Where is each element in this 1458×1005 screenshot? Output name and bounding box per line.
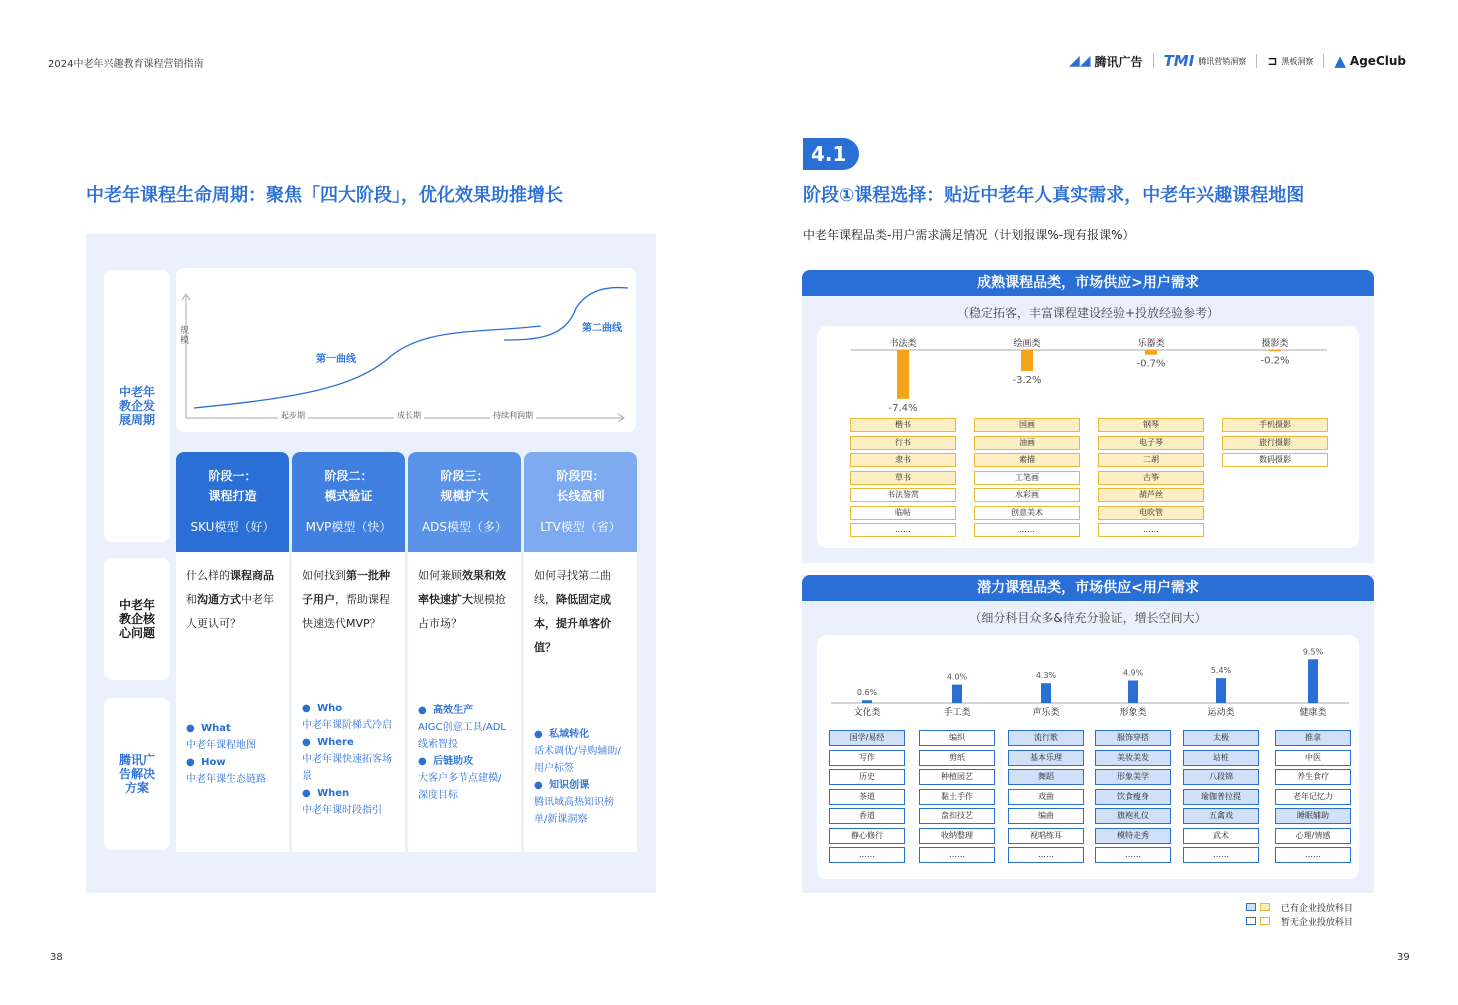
subject-cell: 旗袍礼仪	[1095, 808, 1171, 824]
tencent-ads-logo: ◢◢ 腾讯广告	[1069, 53, 1143, 69]
section-badge: 4.1	[803, 138, 859, 170]
subject-cell: 心理/情感	[1275, 828, 1351, 844]
subject-cell: 临帖	[850, 506, 956, 520]
mature-subtitle: （稳定拓客，丰富课程建设经验+投放经验参考）	[956, 306, 1220, 320]
subject-cell: 剪纸	[919, 750, 995, 766]
subject-cell: 钢琴	[1098, 418, 1204, 432]
subject-cell: ……	[1275, 847, 1351, 863]
subject-cell: 舞蹈	[1008, 769, 1084, 785]
potential-title: 潜力课程品类，市场供应<用户需求	[802, 575, 1374, 601]
subject-cell: ……	[1008, 847, 1084, 863]
legend-item-existing: 已有企业投放科目	[1246, 901, 1353, 913]
phase-start: 起步期	[278, 410, 308, 421]
subject-cell: 历史	[829, 769, 905, 785]
partner-logos	[1069, 52, 1406, 70]
mature-title: 成熟课程品类，市场供应>用户需求	[802, 270, 1374, 296]
subject-cell: 电吹管	[1098, 506, 1204, 520]
solution-2: ● Who 中老年课阶梯式冷启 ● Where 中老年课快速拓客场景 ● When 中老年课时段指引	[302, 703, 392, 816]
subject-cell: 电子琴	[1098, 436, 1204, 450]
first-curve-label: 第一曲线	[316, 354, 356, 365]
potential-value-label: 9.5%	[1302, 647, 1324, 657]
subject-cell: ……	[850, 523, 956, 537]
blackboard-insight-logo: ⊐ 黑板洞察	[1267, 54, 1314, 68]
mature-section	[802, 270, 1374, 563]
subject-cell: ……	[1098, 523, 1204, 537]
subject-cell: 隶书	[850, 453, 956, 467]
question-3: 如何兼顾效果和效率快速扩大规模抢占市场？	[418, 569, 506, 630]
subject-cell: 黏土手作	[919, 789, 995, 805]
mature-value-label: -3.2%	[1012, 375, 1042, 387]
potential-value-label: 0.6%	[856, 688, 878, 698]
subject-cell: 书法鉴赏	[850, 488, 956, 502]
y-axis-label: 规模	[180, 326, 190, 346]
potential-chart-area	[817, 635, 1359, 879]
legend	[1246, 901, 1353, 927]
potential-subtitle: （细分科目众多&待充分验证，增长空间大）	[969, 611, 1207, 625]
subject-cell: 模特走秀	[1095, 828, 1171, 844]
subject-cell: 老年记忆力	[1275, 789, 1351, 805]
subject-cell: 编织	[919, 730, 995, 746]
document-title: 2024中老年兴趣教育课程营销指南	[48, 59, 204, 70]
subject-cell: ……	[1183, 847, 1259, 863]
row-label-solution: 腾讯广告解决方案	[104, 698, 170, 850]
potential-value-label: 5.4%	[1210, 666, 1232, 676]
subject-cell: 中医	[1275, 750, 1351, 766]
subject-cell: 收纳整理	[919, 828, 995, 844]
row-label-cycle: 中老年教企发展周期	[104, 270, 170, 542]
subject-cell: 香道	[829, 808, 905, 824]
legend-item-none: 暂无企业投放科目	[1246, 915, 1353, 927]
mature-category-label: 摄影类	[1261, 339, 1289, 349]
subject-cell: 太极	[1183, 730, 1259, 746]
stage-4-header: 阶段四： 长线盈利 LTV模型（省）	[524, 452, 637, 552]
potential-section	[802, 575, 1374, 893]
potential-value-label: 4.3%	[1035, 671, 1057, 681]
subject-cell: 视唱练耳	[1008, 828, 1084, 844]
growth-curve-svg	[176, 268, 636, 432]
question-2: 如何找到第一批种子用户，帮助课程快速迭代MVP？	[302, 569, 390, 630]
potential-category-label: 声乐类	[1032, 708, 1060, 718]
subject-cell: 楷书	[850, 418, 956, 432]
subject-cell: 草书	[850, 471, 956, 485]
mature-value-label: -0.2%	[1260, 355, 1290, 367]
subject-cell: 美妆美发	[1095, 750, 1171, 766]
question-1: 什么样的课程商品和沟通方式中老年人更认可？	[186, 569, 274, 630]
subject-cell: 流行歌	[1008, 730, 1084, 746]
subject-cell: 养生食疗	[1275, 769, 1351, 785]
subject-cell: 素描	[974, 453, 1080, 467]
subject-cell: 水彩画	[974, 488, 1080, 502]
subject-cell: 八段锦	[1183, 769, 1259, 785]
lifecycle-panel	[86, 234, 656, 893]
tmi-logo: TMI 腾讯营销洞察	[1163, 52, 1247, 70]
right-heading: 阶段①课程选择：贴近中老年人真实需求，中老年兴趣课程地图	[803, 185, 1305, 206]
potential-value-label: 4.9%	[1122, 668, 1144, 678]
subject-cell: 手机摄影	[1222, 418, 1328, 432]
subject-cell: 服饰穿搭	[1095, 730, 1171, 746]
stage-3-header: 阶段三： 规模扩大 ADS模型（多）	[408, 452, 521, 552]
solution-4: ● 私域转化 话术调优/导购辅助/用户标签 ● 知识创课 腾讯域高热知识榜单/新课洞察	[534, 729, 621, 825]
solution-3: ● 高效生产 AIGC创意工具/ADL线索智投 ● 后链助攻 大客户多节点建模/深度目标	[418, 705, 507, 801]
stage-1-header: 阶段一： 课程打造 SKU模型（好）	[176, 452, 289, 552]
stage-2-header: 阶段二： 模式验证 MVP模型（快）	[292, 452, 405, 552]
subject-cell: 油画	[974, 436, 1080, 450]
stage-1-column	[176, 552, 289, 852]
solution-1: ● What 中老年课程地图 ● How 中老年课生态链路	[186, 723, 266, 785]
subject-cell: 古筝	[1098, 471, 1204, 485]
potential-category-label: 文化类	[853, 708, 881, 718]
mature-value-label: -7.4%	[888, 402, 918, 414]
subject-cell: 种植园艺	[919, 769, 995, 785]
subject-cell: 编曲	[1008, 808, 1084, 824]
row-label-question: 中老年教企核心问题	[104, 558, 170, 680]
subject-cell: 葫芦丝	[1098, 488, 1204, 502]
question-4: 如何寻找第二曲线，降低固定成本，提升单客价值？	[534, 569, 611, 654]
mature-category-label: 书法类	[889, 339, 917, 349]
subject-cell: 工笔画	[974, 471, 1080, 485]
phase-profit: 持续利润期	[490, 410, 536, 421]
growth-curve-chart	[176, 268, 636, 432]
left-page-number: 38	[50, 952, 63, 963]
right-subtitle: 中老年课程品类-用户需求满足情况（计划报课%-现有报课%）	[803, 228, 1135, 242]
potential-value-label: 4.0%	[946, 672, 968, 682]
subject-cell: 推拿	[1275, 730, 1351, 746]
mature-value-label: -0.7%	[1136, 358, 1166, 370]
subject-cell: ……	[1095, 847, 1171, 863]
subject-cell: 戏曲	[1008, 789, 1084, 805]
subject-cell: 写作	[829, 750, 905, 766]
potential-category-label: 运动类	[1207, 708, 1235, 718]
stage-3-column	[408, 552, 521, 852]
potential-category-label: 手工类	[943, 708, 971, 718]
subject-cell: 茶道	[829, 789, 905, 805]
subject-cell: ……	[974, 523, 1080, 537]
subject-cell: 旅行摄影	[1222, 436, 1328, 450]
subject-cell: 行书	[850, 436, 956, 450]
potential-category-label: 形象类	[1119, 708, 1147, 718]
mature-category-label: 绘画类	[1013, 339, 1041, 349]
subject-cell: 睡眠辅助	[1275, 808, 1351, 824]
subject-cell: 国画	[974, 418, 1080, 432]
subject-cell: 瑜伽普拉提	[1183, 789, 1259, 805]
subject-cell: 五禽戏	[1183, 808, 1259, 824]
stage-4-column	[524, 552, 637, 852]
potential-category-label: 健康类	[1299, 708, 1327, 718]
subject-cell: 武术	[1183, 828, 1259, 844]
potential-subject-grid	[817, 635, 1359, 879]
subject-cell: 形象美学	[1095, 769, 1171, 785]
stage-2-column	[292, 552, 405, 852]
second-curve-label: 第二曲线	[582, 323, 622, 334]
mature-subject-grid	[817, 326, 1359, 548]
subject-cell: 数码摄影	[1222, 453, 1328, 467]
subject-cell: 饮食瘦身	[1095, 789, 1171, 805]
subject-cell: ……	[919, 847, 995, 863]
subject-cell: 基本乐理	[1008, 750, 1084, 766]
subject-cell: 静心修行	[829, 828, 905, 844]
left-heading: 中老年课程生命周期：聚焦「四大阶段」，优化效果助推增长	[86, 185, 563, 206]
mature-category-label: 乐器类	[1137, 339, 1165, 349]
subject-cell: ……	[829, 847, 905, 863]
subject-cell: 二胡	[1098, 453, 1204, 467]
phase-growth: 成长期	[394, 410, 424, 421]
ageclub-logo: ▲ AgeClub	[1334, 52, 1406, 70]
subject-cell: 盘扣技艺	[919, 808, 995, 824]
subject-cell: 创意美术	[974, 506, 1080, 520]
subject-cell: 国学/易经	[829, 730, 905, 746]
right-page-number: 39	[1397, 952, 1410, 963]
subject-cell: 站桩	[1183, 750, 1259, 766]
first-curve	[194, 326, 541, 408]
mature-chart-area	[817, 326, 1359, 548]
